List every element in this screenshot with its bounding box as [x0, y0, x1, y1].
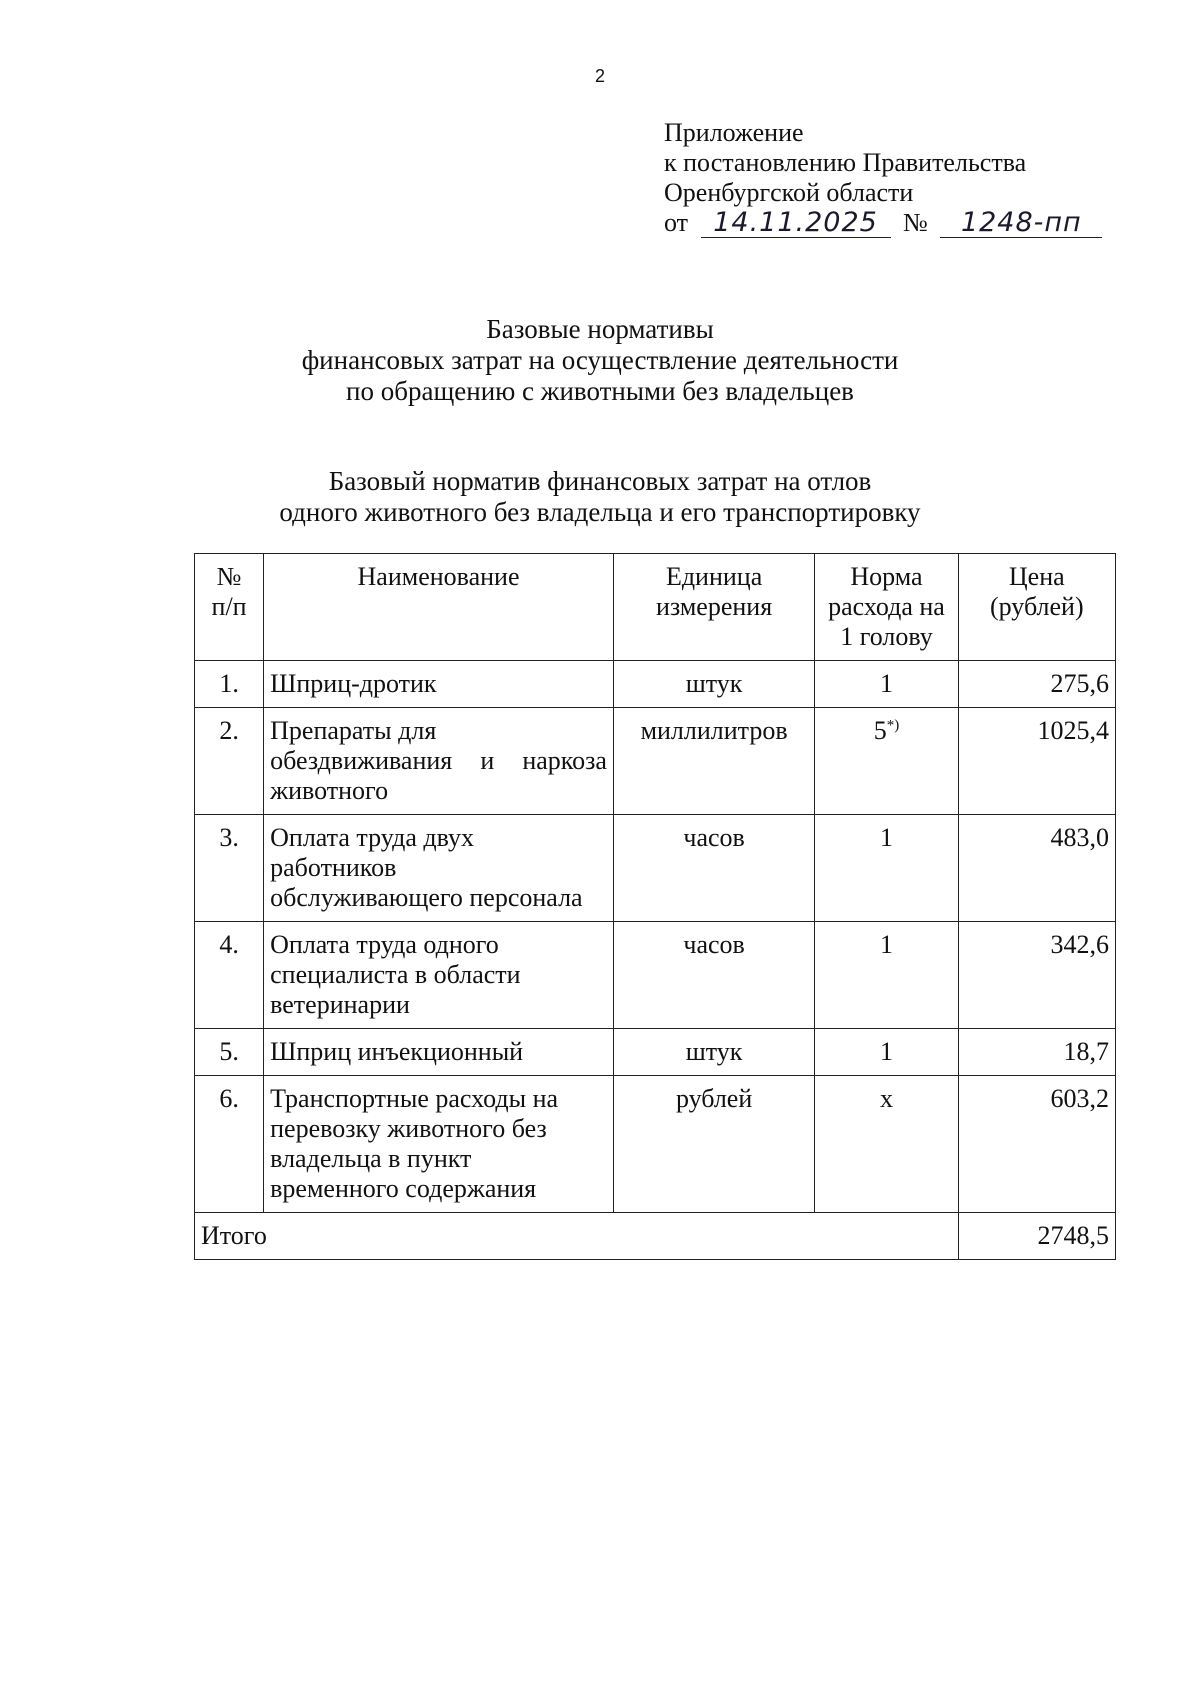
table-row — [195, 1029, 1116, 1076]
table-row — [195, 661, 1116, 708]
header-unit: Единица измерения — [613, 554, 814, 661]
row-unit: часов — [613, 815, 814, 922]
header-name: Наименование — [264, 554, 614, 661]
caption-line-2: одного животного без владельца и его транспортировку — [279, 497, 921, 527]
title-line-2: финансовых затрат на осуществление деятельности — [301, 345, 899, 375]
row-price: 483,0 — [958, 815, 1115, 922]
caption-line-1: Базовый норматив финансовых затрат на отлов — [328, 466, 872, 496]
date-prefix: от — [664, 208, 689, 237]
row-name: Препараты для обездвиживания и наркоза животного — [264, 708, 614, 815]
row-price: 342,6 — [958, 922, 1115, 1029]
row-name: Оплата труда одного специалиста в области ветеринарии — [264, 922, 614, 1029]
title-line-3: по обращению с животными без владельцев — [346, 376, 854, 406]
norms-table — [194, 553, 1116, 1260]
row-num: 4. — [195, 922, 264, 1029]
footnote-mark: *) — [886, 717, 900, 734]
appendix-block — [664, 118, 1102, 238]
appendix-line-1: Приложение — [664, 118, 804, 147]
row-name: Оплата труда двух работников обслуживающего персонала — [264, 815, 614, 922]
row-norm: 1 — [815, 815, 958, 922]
title-line-1: Базовые нормативы — [486, 314, 714, 344]
appendix-line-2: к постановлению Правительства — [664, 148, 1027, 177]
page-number: 2 — [594, 66, 605, 86]
table-row — [195, 922, 1116, 1029]
row-num: 3. — [195, 815, 264, 922]
row-price: 603,2 — [958, 1076, 1115, 1213]
row-unit: штук — [613, 1029, 814, 1076]
document-title — [0, 314, 1200, 407]
total-label: Итого — [195, 1213, 959, 1260]
total-value: 2748,5 — [958, 1213, 1115, 1260]
row-num: 5. — [195, 1029, 264, 1076]
header-num: № п/п — [195, 554, 264, 661]
row-norm: 5*) — [815, 708, 958, 815]
row-unit: миллилитров — [613, 708, 814, 815]
row-unit: часов — [613, 922, 814, 1029]
table-row — [195, 815, 1116, 922]
table-row — [195, 708, 1116, 815]
row-norm: х — [815, 1076, 958, 1213]
appendix-date-line — [664, 208, 1102, 238]
row-num: 2. — [195, 708, 264, 815]
number-sign: № — [903, 208, 928, 237]
appendix-line-3: Оренбургской области — [664, 178, 914, 207]
row-num: 6. — [195, 1076, 264, 1213]
table-row — [195, 1076, 1116, 1213]
row-name: Шприц-дротик — [264, 661, 614, 708]
row-norm: 1 — [815, 661, 958, 708]
header-price: Цена (рублей) — [958, 554, 1115, 661]
table-caption — [0, 466, 1200, 528]
row-price: 275,6 — [958, 661, 1115, 708]
row-norm: 1 — [815, 1029, 958, 1076]
table-header-row — [195, 554, 1116, 661]
row-price: 18,7 — [958, 1029, 1115, 1076]
header-norm: Норма расхода на 1 голову — [815, 554, 958, 661]
row-unit: штук — [613, 661, 814, 708]
row-name: Шприц инъекционный — [264, 1029, 614, 1076]
row-num: 1. — [195, 661, 264, 708]
handwritten-number: 1248-пп — [940, 209, 1102, 238]
row-unit: рублей — [613, 1076, 814, 1213]
row-norm: 1 — [815, 922, 958, 1029]
handwritten-date: 14.11.2025 — [701, 209, 891, 238]
row-name: Транспортные расходы на перевозку животного без владельца в пункт временного содержания — [264, 1076, 614, 1213]
table-total-row — [195, 1213, 1116, 1260]
row-price: 1025,4 — [958, 708, 1115, 815]
